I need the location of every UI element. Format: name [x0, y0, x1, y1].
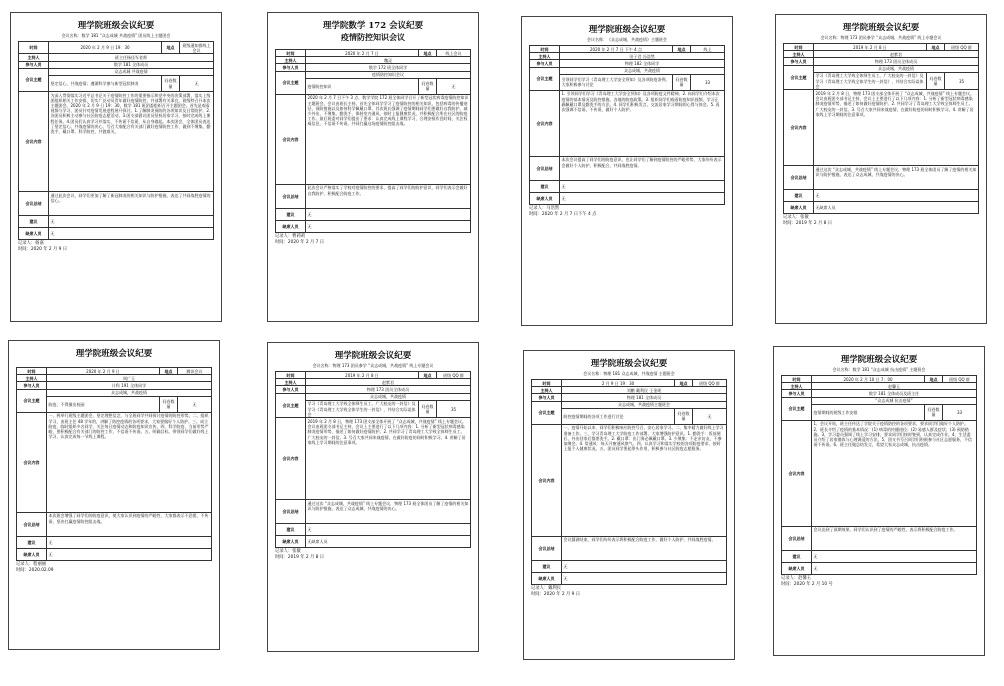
participants-label: 参与人员 [276, 386, 306, 393]
suggestion-label: 建议 [276, 524, 306, 536]
theme-detail: 疫情期间的班级工作安排 [812, 404, 925, 420]
suggestion-label: 建议 [17, 536, 47, 548]
theme-detail: 学习《青岛理工大学致全体师生员工、广大校友的一封信》及学习《青岛理工大学致全体学生的一封信》，并结合实际谈体会 [814, 72, 927, 90]
recorder-text: 记录人：马浩然 [529, 205, 560, 211]
count-label: 问卷数量 [675, 408, 693, 424]
minutes-table [781, 375, 977, 575]
theme-value: 众志成城，共战疫情主题班会 [562, 401, 727, 408]
content-label: 会议内容 [19, 92, 49, 192]
theme-value: 众志成城，共战疫情 [814, 65, 979, 72]
record-date: 时间：2019 年 2 月 8 日 [275, 555, 325, 561]
record-date: 时间：2020 年 2 月 10 号 [781, 581, 833, 587]
summary-value: 本次班会增强了同学们的防疫意识，使大家认识到疫情的严峻性，大家都表示不恐慌、不传谣，坚决打赢疫情防控阻击战。 [47, 512, 212, 536]
minutes-table [275, 371, 471, 548]
content-value: 1. 引领同学们学习《青岛理工大学安全须知》及各项防疫文件精神。2. 向同学们介绍本次疫情的基本情况及防控措施，各地的防疫政策。3. 组织同学们观看防疫知识视频，学习正确佩戴口罩及勤洗手的方法。4. 同学们积极发言，交流居家学习期间的心得与体会。5. 再次强调不信谣、不传谣，做好个人防护。 [560, 90, 725, 156]
page-subtitle: 疫情防控知识会议 [341, 32, 405, 42]
place-value: 线上会议 [437, 50, 471, 57]
place-value: 线上 [691, 46, 725, 53]
summary-label: 会议总结 [782, 526, 812, 550]
time-value: 2 月 9 日 19：30 [562, 380, 675, 387]
place-label: 地点 [162, 42, 180, 54]
theme-value: 众志成城，共战疫情 [306, 393, 471, 400]
meeting-name: 会议名称：《众志成城，共战疫情》主题班会 [587, 37, 667, 42]
suggestion-value: 无 [560, 180, 725, 192]
minutes-footer [529, 206, 725, 218]
count-value: 无 [693, 408, 727, 424]
count-value: 无 [180, 76, 214, 92]
count-value: 35 [437, 400, 471, 418]
content-value: 一、疫情开始以来，同学们积极响应防控号召，安心居家学习。二、集中精力做好线上学习准备工作。三、学习青岛理工大学防疫工作部署，大家增强防护意识。1. 勤洗手：饭前便后、外出回家后都要洗手。2. 戴口罩：出门务必佩戴口罩。3. 少聚集：不走亲访友，不参加聚会。4. 常通风：每天开窗通风换气。四、认真学习和落实学校的各项防疫要求，按时上报个人健康状况。五、团员同学要起带头作用，积极参与社区防疫志愿服务。 [562, 424, 727, 536]
participants-label: 参与人员 [17, 382, 47, 389]
suggestion-value: 无 [47, 536, 212, 548]
time-label: 时间 [530, 46, 560, 53]
count-value: 无 [437, 78, 471, 94]
minutes-page [267, 12, 479, 322]
minutes-page [523, 350, 735, 660]
participants-value: 物理 173 团员全体成员 [814, 58, 979, 65]
time-value: 2019 年 2 月 8 日 [306, 372, 419, 379]
host-label: 主持人 [19, 54, 49, 61]
theme-label: 会议主题 [276, 393, 306, 418]
place-label: 地点 [675, 380, 693, 387]
content-label: 会议内容 [276, 94, 306, 184]
host-label: 主持人 [532, 387, 562, 394]
minutes-page [10, 12, 222, 322]
page-title: 理学院班级会议纪要 [590, 359, 668, 369]
meeting-name: 会议名称：数学 181 “众志成城 共战疫情” 团员线上主题团会 [61, 33, 171, 38]
host-label: 主持人 [276, 57, 306, 64]
place-value: 班级 QQ 群 [943, 376, 977, 383]
minutes-table [18, 41, 214, 240]
theme-detail: 坚定信心，共战疫情；遵循科学参与新型冠状肺炎 [49, 76, 162, 92]
theme-detail: 防疫，不得擅出校园 [47, 396, 160, 412]
minutes-footer [275, 549, 471, 561]
absent-label: 缺席人员 [19, 228, 49, 240]
count-label: 问卷数量 [419, 78, 437, 94]
minutes-table [16, 367, 212, 561]
participants-value: 物理 173 团员全体成员 [306, 386, 471, 393]
record-date: 时间：2020 年 2 月 9 日 [18, 247, 68, 253]
theme-detail: 引领同学们学习《青岛理工大学安全须知》及各项防疫条例，大家积极参与讨论 [560, 74, 673, 90]
host-value: 赵馨玉 [812, 383, 977, 390]
time-value: 2019 年 2 月 8 日 [814, 44, 927, 51]
absent-value: 无缺席人员 [814, 202, 979, 214]
participants-value: 计科 191 全体同学 [47, 382, 212, 389]
absent-value: 无 [812, 562, 977, 574]
count-label: 问卷数量 [927, 72, 945, 90]
record-date: 时间：2019 年 2 月 8 日 [783, 221, 833, 227]
place-label: 地点 [673, 46, 691, 53]
host-value: 赵紫君 [306, 379, 471, 386]
absent-value: 无 [49, 228, 214, 240]
count-value: 33 [691, 74, 725, 90]
absent-label: 缺席人员 [276, 220, 306, 232]
place-label: 地点 [160, 368, 178, 375]
summary-value: 通过这次 “众志成城，共战疫情” 线上专题会议，物理 173 班全体团员了解了疫情的相关知识与防护措施，表达了众志成城、共战疫情的决心。 [814, 166, 979, 190]
content-value: 2020 年 2 月 7 日下午 3 点，数学学院 172 班全体同学召开了新型冠状病毒疫情防控知识主题班会。会议由班长主持。首先全体同学学习了疫情防控的相关知识，包括病毒的传播途径、预防措施以及如何科学佩戴口罩。其次班长强调了疫情期间同学们要做好自我防护，减少外出，不聚集，勤洗手，保持室内通风，按时上报健康状况，并积极配合所在社区的防疫工作。最后班委对同学们提出了要求：认真完成线上课程学习，合理安排作息时间，关注权威信息，不信谣不传谣，共同打赢这场疫情防控阻击战。 [306, 94, 471, 184]
count-value: 无 [178, 396, 212, 412]
theme-detail: 疫情防控知识 [306, 78, 419, 94]
suggestion-value: 无 [306, 208, 471, 220]
count-label: 问卷数量 [162, 76, 180, 92]
time-label: 时间 [532, 380, 562, 387]
minutes-table [783, 43, 979, 214]
count-label: 问卷数量 [925, 404, 943, 420]
participants-value: 数学 172 班全体同学 [306, 64, 471, 71]
suggestion-value: 无 [812, 550, 977, 562]
content-value: 一、两举行班级主题团会，坚定理想信念，与全班同学共同探讨疫情的防控形势。二、组织学习，由班主任 48 学年的，讲解了防控疫情的各项要求，大家要做好个人防护。三、成立防疫，临时组织多名同学，关注每日疫情动态和防疫知识宣传。四、科学防疫，当前形势严峻，要积极配合有关部门的防控工作，不信谣不传谣。五、明确目标，带领同学们做好线上学习，认真完成每一节线上课程。 [47, 412, 212, 512]
time-label: 时间 [17, 368, 47, 375]
time-value: 2020 年 2 月 7 日 下午 4 点 [560, 46, 673, 53]
time-label: 时间 [784, 44, 814, 51]
absent-value: 无 [560, 192, 725, 204]
summary-label: 会议总结 [532, 536, 562, 560]
place-value: 班级 QQ 群 [693, 380, 727, 387]
time-value: 2020 年 2 月 9 日 [47, 368, 160, 375]
absent-value: 无 [47, 548, 212, 560]
minutes-page [8, 340, 220, 650]
theme-label: 会议主题 [530, 67, 560, 90]
host-label: 主持人 [782, 383, 812, 390]
theme-label: 会议主题 [276, 71, 306, 94]
suggestion-value: 无 [49, 216, 214, 228]
minutes-footer [781, 576, 977, 588]
time-value: 2020 年 2 月 7 日 [306, 50, 419, 57]
absent-label: 缺席人员 [17, 548, 47, 560]
page-title: 理学院班级会议纪要 [588, 25, 666, 35]
theme-value: 疫情防控知识会议 [306, 71, 471, 78]
recorder-text: 记录人：张敏 [783, 215, 809, 221]
summary-value: 通过这次 “众志成城，共战疫情” 线上专题会议，物理 173 班全体团员了解了疫情的相关知识与防护措施，表达了众志成城、共战疫情的决心。 [306, 500, 471, 524]
host-label: 主持人 [784, 51, 814, 58]
summary-value: 会议达到了预期效果，同学们认识到了疫情的严峻性，表示将积极配合防疫工作。 [812, 526, 977, 550]
participants-label: 参与人员 [532, 394, 562, 401]
minutes-footer [18, 241, 214, 253]
page-title: 理学院班级会议纪要 [840, 355, 918, 365]
summary-label: 会议总结 [17, 512, 47, 536]
minutes-footer [16, 562, 212, 574]
recorder-text: 记录人：曹莉莉 [275, 233, 306, 239]
content-label: 会议内容 [782, 420, 812, 526]
host-value: 赵紫君 [814, 51, 979, 58]
suggestion-label: 建议 [784, 190, 814, 202]
minutes-footer [531, 586, 727, 598]
place-label: 地点 [927, 44, 945, 51]
summary-label: 会议总结 [784, 166, 814, 190]
recorder-text: 记录人：张敏 [275, 549, 301, 555]
minutes-page [775, 14, 987, 324]
suggestion-label: 建议 [782, 550, 812, 562]
content-value: 2019 年 2 月 8 日，物理 173 团支部全体开展了 “众志成城，共战疫情” 线上专题会议。会议由班团支部书记主持，会议上主要进行了以下几项内容：1. 分析了新型冠状病毒感染肺炎疫情形势，描述了如何做好疫情防护。2. 共同学习了青岛理工大学致全体师生员工、广大校友的一封信。3. 号召大家共同来战疫情，在做好防疫的同时积极学习。4. 讲解了居家线上学习期间的注意事项。 [814, 90, 979, 166]
suggestion-label: 建议 [530, 180, 560, 192]
theme-value: 众志成城，共战疫情 [560, 67, 725, 74]
participants-value: 数学 181 全体成员及班主任 [812, 390, 977, 397]
page-title: 理学院班级会议纪要 [75, 349, 153, 359]
recorder-text: 记录人：戴利民 [531, 585, 562, 591]
count-value: 33 [943, 404, 977, 420]
record-date: 时间：2020.02.09 [16, 567, 54, 573]
place-value: 腾讯会议 [178, 368, 212, 375]
suggestion-label: 建议 [532, 560, 562, 572]
content-value: 2019 年 2 月 8 日，物理 173 团支部全体开展了 “众志成城，共战疫情” 线上专题会议。会议由班团支部书记主持，会议上主要进行了以下几项内容：1. 分析了新型冠状病毒感染肺炎疫情形势，描述了如何做好疫情防护。2. 共同学习了青岛理工大学致全体师生员工、广大校友的一封信。3. 号召大家共同来战疫情，在做好防疫的同时积极学习。4. 讲解了居家线上学习期间的注意事项。 [306, 418, 471, 500]
host-value: 周广玉 [47, 375, 212, 382]
absent-label: 缺席人员 [532, 572, 562, 584]
place-value: 班级通知群线上会议 [180, 42, 214, 54]
theme-value: 众志成城 共战疫情 [49, 68, 214, 75]
theme-label: 会议主题 [532, 401, 562, 424]
theme-detail: 学习《青岛理工大学致全体师生员工、广大校友的一封信》及学习《青岛理工大学致全体学生的一封信》，并结合实际谈体会 [306, 400, 419, 418]
minutes-page [521, 16, 733, 326]
place-label: 地点 [925, 376, 943, 383]
minutes-page [267, 342, 479, 652]
participants-label: 参与人员 [784, 58, 814, 65]
participants-value: 物理 182 全体同学 [560, 60, 725, 67]
host-value: 刘鹏 戴利民 王金瑶 [562, 387, 727, 394]
theme-label: 会议主题 [782, 397, 812, 420]
host-value: 魏灵 [306, 57, 471, 64]
time-label: 时间 [276, 50, 306, 57]
time-value: 2020 年 2 月 9 日 19：30 [49, 42, 162, 54]
suggestion-value: 无 [562, 560, 727, 572]
meeting-name: 会议名称：物理 173 团员参学 “众志成城，共战疫情” 线上专题会议 [820, 35, 942, 40]
participants-value: 数学 181 全体成员 [49, 61, 214, 68]
recorder-text: 记录人：杨嘉 [18, 241, 44, 247]
absent-label: 缺席人员 [782, 562, 812, 574]
place-value: 班级 QQ 群 [945, 44, 979, 51]
record-date: 时间：2020 年 2 月 9 日 [531, 591, 581, 597]
place-value: 班级 QQ 群 [437, 372, 471, 379]
minutes-table [531, 379, 727, 585]
meeting-name: 会议名称：物理 181 众志成城，共战疫情 主题班会 [583, 371, 675, 376]
minutes-footer [275, 234, 471, 246]
record-date: 时间：2020 年 2 月 7 日 [275, 239, 325, 245]
page-title: 理学院班级会议纪要 [77, 21, 155, 31]
participants-label: 参与人员 [782, 390, 812, 397]
time-label: 时间 [276, 372, 306, 379]
minutes-page [773, 346, 985, 656]
suggestion-value: 无 [814, 190, 979, 202]
summary-value: 会议圆满结束，同学们纷纷表示将积极配合防疫工作，做好个人防护，共同战胜疫情。 [562, 536, 727, 560]
page-title: 理学院班级会议纪要 [334, 351, 412, 361]
meeting-name: 会议名称：物理 173 团员参学 “众志成城，共战疫情” 线上专题会议 [312, 363, 434, 368]
participants-label: 参与人员 [530, 60, 560, 67]
participants-label: 参与人员 [19, 61, 49, 68]
suggestion-label: 建议 [19, 216, 49, 228]
minutes-footer [783, 215, 979, 227]
recorder-text: 记录人：程丽丽 [16, 561, 47, 567]
host-label: 主持人 [17, 375, 47, 382]
content-label: 会议内容 [17, 412, 47, 512]
record-date: 时间：2020 年 2 月 7 日下午 4 点 [529, 211, 597, 217]
absent-label: 缺席人员 [530, 192, 560, 204]
time-label: 时间 [782, 376, 812, 383]
content-label: 会议内容 [784, 90, 814, 166]
content-label: 会议内容 [276, 418, 306, 500]
minutes-table [275, 49, 471, 233]
recorder-text: 记录人：赵馨玉 [781, 575, 812, 581]
theme-label: 会议主题 [19, 68, 49, 91]
theme-value: 众志成城，共战疫情 [47, 389, 212, 396]
summary-label: 会议总结 [276, 500, 306, 524]
content-value: 为深入贯彻落实习近平总书记关于疫情防控工作的重要指示和党中央的决策部署，落实上级团组织相关工作安排，切实广泛动员青年做好疫情防控，并部署有关事宜，班级特召开本次主题团会。2020 年 2 月 9 日 19：30，数学 181 班团委组织召开主题团会。首先是观看视频与学习，团员针对疫情发展进程展开探讨。1.了解肺炎预防的各项知识及日常防护。2.各团员积极主动参与社区防疫志愿活动。3.团支部倡议团员坚持居家学习，按时完成线上课程任务。4.团员们认真学习并落实，不传谣不信谣，从自身做起。本次团会，全体团员表达了坚定信心、共战疫情的决心，号召大家配合有关部门做好疫情防控工作，做到不聚集、勤洗手、戴口罩，科学防控，共渡难关。 [49, 92, 214, 192]
suggestion-label: 建议 [276, 208, 306, 220]
count-label: 问卷数量 [160, 396, 178, 412]
count-value: 35 [945, 72, 979, 90]
summary-value: 本次会议提高了同学们的防疫意识，也让同学们了解到疫情防控的严峻形势，大家纷纷表示会做好个人防护，积极配合，共同战胜疫情。 [560, 156, 725, 180]
host-label: 主持人 [530, 53, 560, 60]
host-value: 田子君 冯浩然 [560, 53, 725, 60]
summary-label: 会议总结 [19, 192, 49, 216]
absent-value: 无 [562, 572, 727, 584]
content-label: 会议内容 [530, 90, 560, 156]
summary-value: 通过此次会议，同学们更加了解了新冠肺炎的相关知识与防护措施，表达了共同战胜疫情的信心。 [49, 192, 214, 216]
summary-value: 此次会议严格落实了学校对疫情防控的要求，提高了同学们的防护意识，同学们表示会做好自我防护，积极配合防疫工作。 [306, 184, 471, 208]
page-title: 理学院班级会议纪要 [842, 23, 920, 33]
absent-label: 缺席人员 [276, 536, 306, 548]
time-value: 2020 年 2 月 10 日 7：00 [812, 376, 925, 383]
place-label: 地点 [419, 50, 437, 57]
theme-label: 会议主题 [784, 65, 814, 90]
meeting-name: 会议名称：数学 181 “众志成城 抗击疫情” 主题班会 [832, 367, 926, 372]
absent-value: 无 [306, 220, 471, 232]
theme-detail: 防控疫情期间的各项工作进行讨论 [562, 408, 675, 424]
summary-label: 会议总结 [276, 184, 306, 208]
host-value: 班主任杨佳军老师 [49, 54, 214, 61]
participants-value: 物理 181 全体成员 [562, 394, 727, 401]
content-value: 1、会议开始，班主任传达了学院关于疫情防控的各项要求，要求同学们做好个人防护。2、班长介绍了疫情的基本情况：(1) 病毒的传播途径；(2) 易感人群及症状；(3) 预防措施。3、学习委员强调了线上学习安排，要求同学们按时签到，认真完成作业。4、生活委员介绍了居家锻炼与心理调适的方法。5、团支书号召同学们积极参与社区志愿服务，不信谣不传谣。6、班主任做总结发言，希望大家众志成城，抗击疫情。 [812, 420, 977, 526]
count-label: 问卷数量 [673, 74, 691, 90]
suggestion-value: 无 [306, 524, 471, 536]
page-title: 理学院数学 172 会议纪要 [322, 21, 424, 31]
participants-label: 参与人员 [276, 64, 306, 71]
theme-value: “众志成城 抗击疫情” [812, 397, 977, 404]
minutes-table [529, 45, 725, 205]
content-label: 会议内容 [532, 424, 562, 536]
summary-label: 会议总结 [530, 156, 560, 180]
theme-label: 会议主题 [17, 389, 47, 412]
place-label: 地点 [419, 372, 437, 379]
count-label: 问卷数量 [419, 400, 437, 418]
host-label: 主持人 [276, 379, 306, 386]
absent-value: 无缺席人员 [306, 536, 471, 548]
absent-label: 缺席人员 [784, 202, 814, 214]
time-label: 时间 [19, 42, 49, 54]
